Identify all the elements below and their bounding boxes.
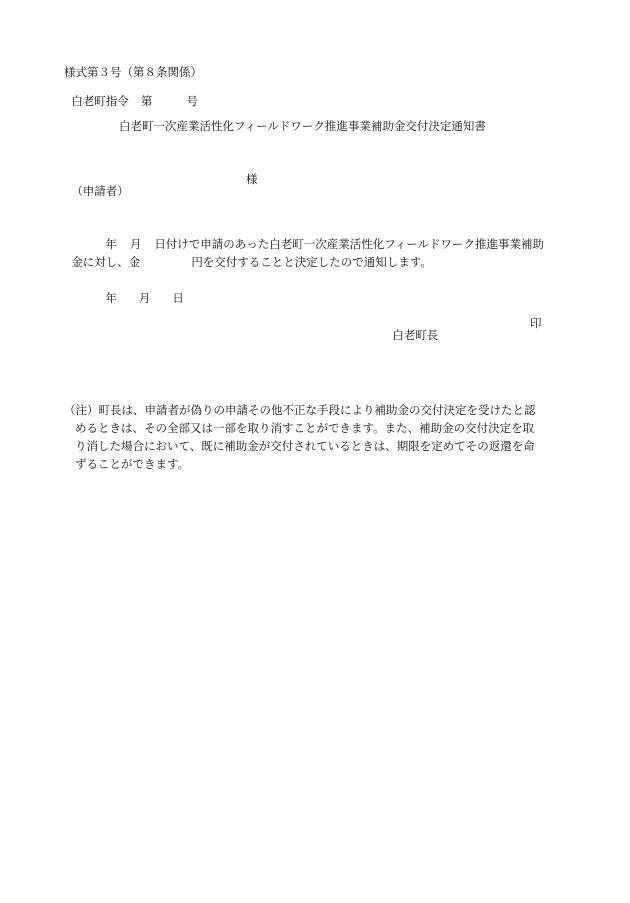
date-day: 日	[172, 290, 184, 305]
body-amount-suffix: 円を交付することと決定したので通知します。	[191, 254, 432, 269]
order-dai: 第	[140, 93, 153, 108]
body-amount-prefix: 金に対し、金	[71, 254, 141, 269]
seal-mark: 印	[530, 316, 542, 330]
body-day-text: 日付けで申請のあった白老町一次産業活性化フィールドワーク推進事業補助	[154, 236, 545, 251]
date-year: 年	[105, 290, 117, 305]
signature-line	[385, 316, 542, 353]
document-title: 白老町一次産業活性化フィールドワーク推進事業補助金交付決定通知書	[119, 119, 486, 133]
order-prefix: 白老町指令	[71, 93, 129, 108]
applicant-line	[64, 172, 258, 209]
mayor-title: 白老町長	[392, 327, 439, 342]
note-line-3: り消した場合において、既に補助金が交付されているときは、期限を定めてその返還を命	[75, 439, 535, 453]
applicant-honorific: 様	[246, 172, 258, 186]
body-year-label: 年	[105, 236, 117, 251]
notice-date	[98, 281, 184, 304]
body-paragraph-line-2	[64, 245, 432, 268]
body-month-label: 月	[129, 236, 142, 251]
applicant-label: （申請者）	[71, 183, 129, 198]
order-go: 号	[186, 93, 198, 108]
date-month: 月	[138, 290, 151, 305]
form-number: 様式第３号（第８条関係）	[64, 65, 202, 79]
note-line-4: ずることができます。	[75, 457, 190, 471]
note-line-2: めるときは、その全部又は一部を取り消すことができます。また、補助金の交付決定を取	[75, 421, 535, 435]
order-number	[64, 84, 198, 107]
note-line-1: （注）町長は、申請者が偽りの申請その他不正な手段により補助金の交付決定を受けたと認	[64, 403, 536, 417]
